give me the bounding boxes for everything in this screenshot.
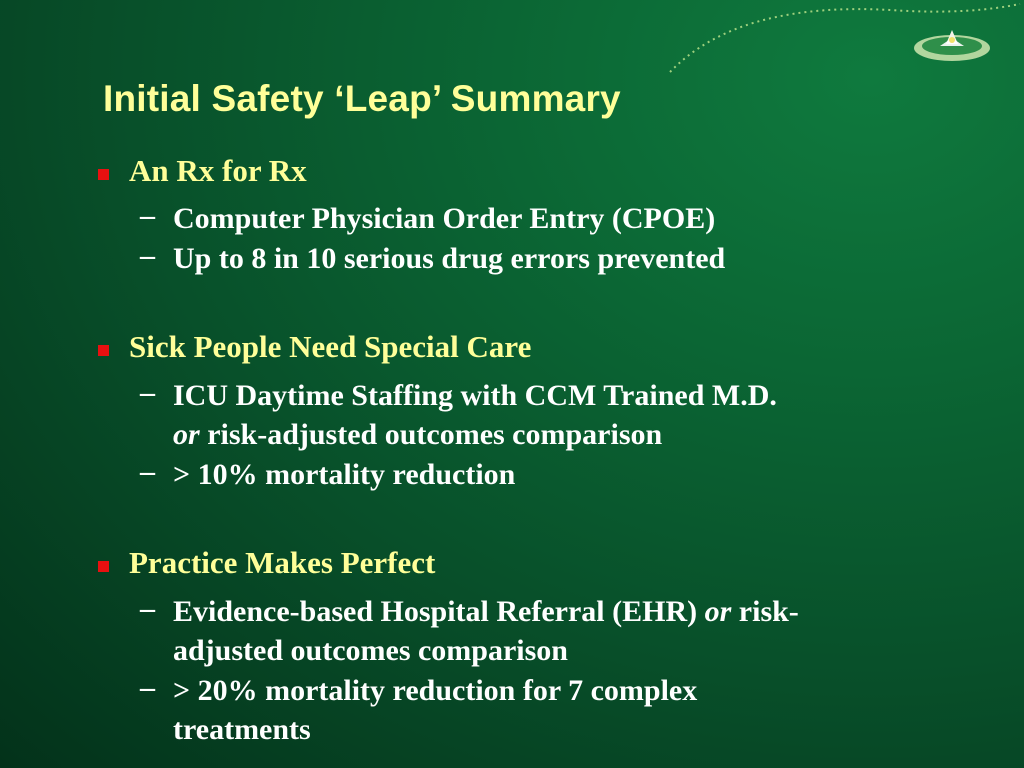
sub-bullet-line: ICU Daytime Staffing with CCM Trained M.D. (173, 379, 777, 412)
sub-bullet-text (173, 376, 777, 454)
sub-bullet-line: treatments (173, 713, 311, 746)
italic-or: or (704, 595, 732, 628)
red-square-bullet-icon (98, 169, 109, 180)
sub-bullet-text: Up to 8 in 10 serious drug errors prevented (173, 242, 726, 275)
bullet-heading: Practice Makes Perfect (129, 545, 436, 580)
red-square-bullet-icon (98, 345, 109, 356)
sub-bullet-text (173, 592, 799, 670)
dash-marker: – (140, 592, 155, 625)
sub-bullet-line: Evidence-based Hospital Referral (EHR) (173, 595, 705, 628)
dash-marker: – (140, 671, 155, 704)
dash-marker: – (140, 239, 155, 272)
sub-bullet-line: > 20% mortality reduction for 7 complex (173, 674, 698, 707)
sub-bullet-line: adjusted outcomes comparison (173, 634, 568, 667)
red-square-bullet-icon (98, 561, 109, 572)
sub-bullet-text: Computer Physician Order Entry (CPOE) (173, 202, 716, 235)
sub-bullet-text: > 10% mortality reduction (173, 458, 516, 491)
italic-or: or (173, 418, 200, 451)
dash-marker: – (140, 455, 155, 488)
lily-pad-logo-icon (660, 0, 1024, 90)
slide-title: Initial Safety ‘Leap’ Summary (103, 78, 621, 119)
sub-bullet-line: risk- (731, 595, 799, 628)
dash-marker: – (140, 199, 155, 232)
sub-bullet-line: risk-adjusted outcomes comparison (199, 418, 663, 451)
bullet-heading: Sick People Need Special Care (129, 329, 532, 364)
sub-bullet-text (173, 671, 697, 749)
bullet-heading: An Rx for Rx (129, 153, 307, 188)
dash-marker: – (140, 376, 155, 409)
